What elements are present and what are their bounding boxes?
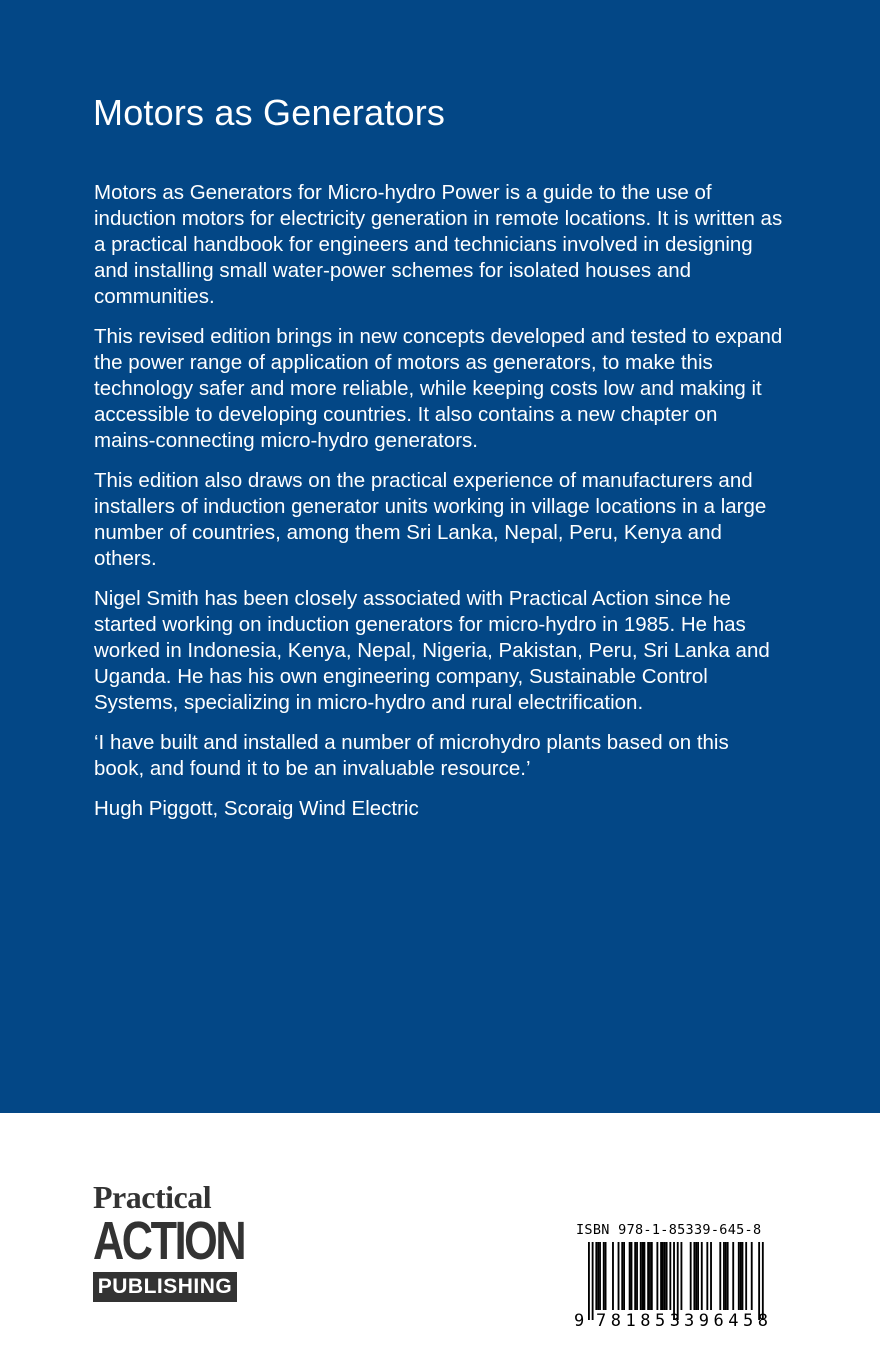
logo-publishing-text: PUBLISHING bbox=[93, 1272, 237, 1302]
barcode-bar bbox=[719, 1242, 721, 1310]
barcode-image bbox=[574, 1242, 770, 1330]
barcode-digits-left: 781853 bbox=[596, 1311, 680, 1330]
barcode-bar bbox=[697, 1242, 699, 1310]
barcode-guard-bar bbox=[758, 1242, 760, 1320]
testimonial-attribution: Hugh Piggott, Scoraig Wind Electric bbox=[94, 797, 419, 820]
barcode-guard-bar bbox=[592, 1242, 594, 1320]
barcode-bar bbox=[660, 1242, 662, 1310]
barcode-bar bbox=[640, 1242, 642, 1310]
barcode-guard-bar bbox=[673, 1242, 675, 1320]
barcode-bar bbox=[642, 1242, 644, 1310]
barcode-bar bbox=[745, 1242, 747, 1310]
barcode-bar bbox=[693, 1242, 695, 1310]
blurb bbox=[94, 180, 784, 836]
barcode-bar bbox=[740, 1242, 742, 1310]
barcode-bar bbox=[595, 1242, 597, 1310]
isbn-number: ISBN 978-1-85339-645-8 bbox=[576, 1222, 762, 1238]
barcode-bar bbox=[656, 1242, 658, 1310]
barcode-bar bbox=[695, 1242, 697, 1310]
logo-practical-text: Practical bbox=[93, 1179, 212, 1215]
barcode-bar bbox=[723, 1242, 725, 1310]
barcode-bar bbox=[644, 1242, 646, 1310]
barcode-guard-bar bbox=[588, 1242, 590, 1320]
testimonial-quote: ‘I have built and installed a number of microhydro plants based on this book, and found it to be an invaluable resource.’ bbox=[94, 731, 729, 780]
publisher-logo bbox=[93, 1179, 245, 1302]
barcode-bar bbox=[623, 1242, 625, 1310]
barcode-digit-lead: 9 bbox=[574, 1311, 585, 1330]
barcode-bar bbox=[605, 1242, 607, 1310]
barcode-bar bbox=[701, 1242, 703, 1310]
barcode-bar bbox=[664, 1242, 666, 1310]
barcode-bar bbox=[636, 1242, 638, 1310]
barcode-bar bbox=[621, 1242, 623, 1310]
blurb-paragraph-1: Motors as Generators for Micro-hydro Power is a guide to the use of induction motors for electricity generation in remote locations. It is written as a practical handbook for engineers and technicians involved in designing and installing small water-power schemes for isolated houses and communities. bbox=[94, 181, 783, 308]
barcode-bar bbox=[690, 1242, 692, 1310]
blurb-paragraph-3: This edition also draws on the practical experience of manufacturers and installers of induction generator units working in village locations in a large number of countries, among them Sri Lanka, Nepal, Peru, Kenya and others. bbox=[94, 469, 767, 570]
barcode-digits-right: 396458 bbox=[684, 1311, 768, 1330]
author-bio: Nigel Smith has been closely associated with Practical Action since he started working on induction generators for micro-hydro in 1985. He has worked in Indonesia, Kenya, Nepal, Nigeria, Pakistan, Peru, Sri Lanka and Uganda. He has his own engineering company, Sustainable Control Systems, specializing in micro-hydro and rural electrification. bbox=[94, 587, 770, 714]
barcode-bar bbox=[649, 1242, 651, 1310]
barcode-bar bbox=[629, 1242, 631, 1310]
barcode-bar bbox=[651, 1242, 653, 1310]
barcode-bar bbox=[666, 1242, 668, 1310]
barcode-bar bbox=[599, 1242, 601, 1310]
blurb-paragraph-2: This revised edition brings in new concepts developed and tested to expand the power range of application of motors as generators, to make this technology safer and more reliable, while keeping costs low and making it accessible to developing countries. It also contains a new chapter on mains-connecting micro-hydro generators. bbox=[94, 325, 783, 452]
barcode-bar bbox=[732, 1242, 734, 1310]
barcode-bar bbox=[618, 1242, 620, 1310]
book-title: Motors as Generators bbox=[93, 92, 446, 133]
barcode-bar bbox=[751, 1242, 753, 1310]
barcode-guard-bar bbox=[762, 1242, 764, 1320]
barcode-bar bbox=[597, 1242, 599, 1310]
barcode-bar bbox=[669, 1242, 671, 1310]
barcode-bar bbox=[681, 1242, 683, 1310]
isbn-barcode-block bbox=[574, 1222, 774, 1330]
barcode-bar bbox=[603, 1242, 605, 1310]
barcode-bar bbox=[725, 1242, 727, 1310]
barcode-bar bbox=[710, 1242, 712, 1310]
barcode-bar bbox=[738, 1242, 740, 1310]
barcode-bar bbox=[727, 1242, 729, 1310]
logo-action-text: ACTION bbox=[93, 1211, 245, 1271]
barcode-bar bbox=[742, 1242, 744, 1310]
barcode-bar bbox=[612, 1242, 614, 1310]
barcode-bar bbox=[662, 1242, 664, 1310]
barcode-bar bbox=[631, 1242, 633, 1310]
barcode-bar bbox=[634, 1242, 636, 1310]
barcode-bar bbox=[706, 1242, 708, 1310]
barcode-guard-bar bbox=[677, 1242, 679, 1320]
barcode-bar bbox=[647, 1242, 649, 1310]
